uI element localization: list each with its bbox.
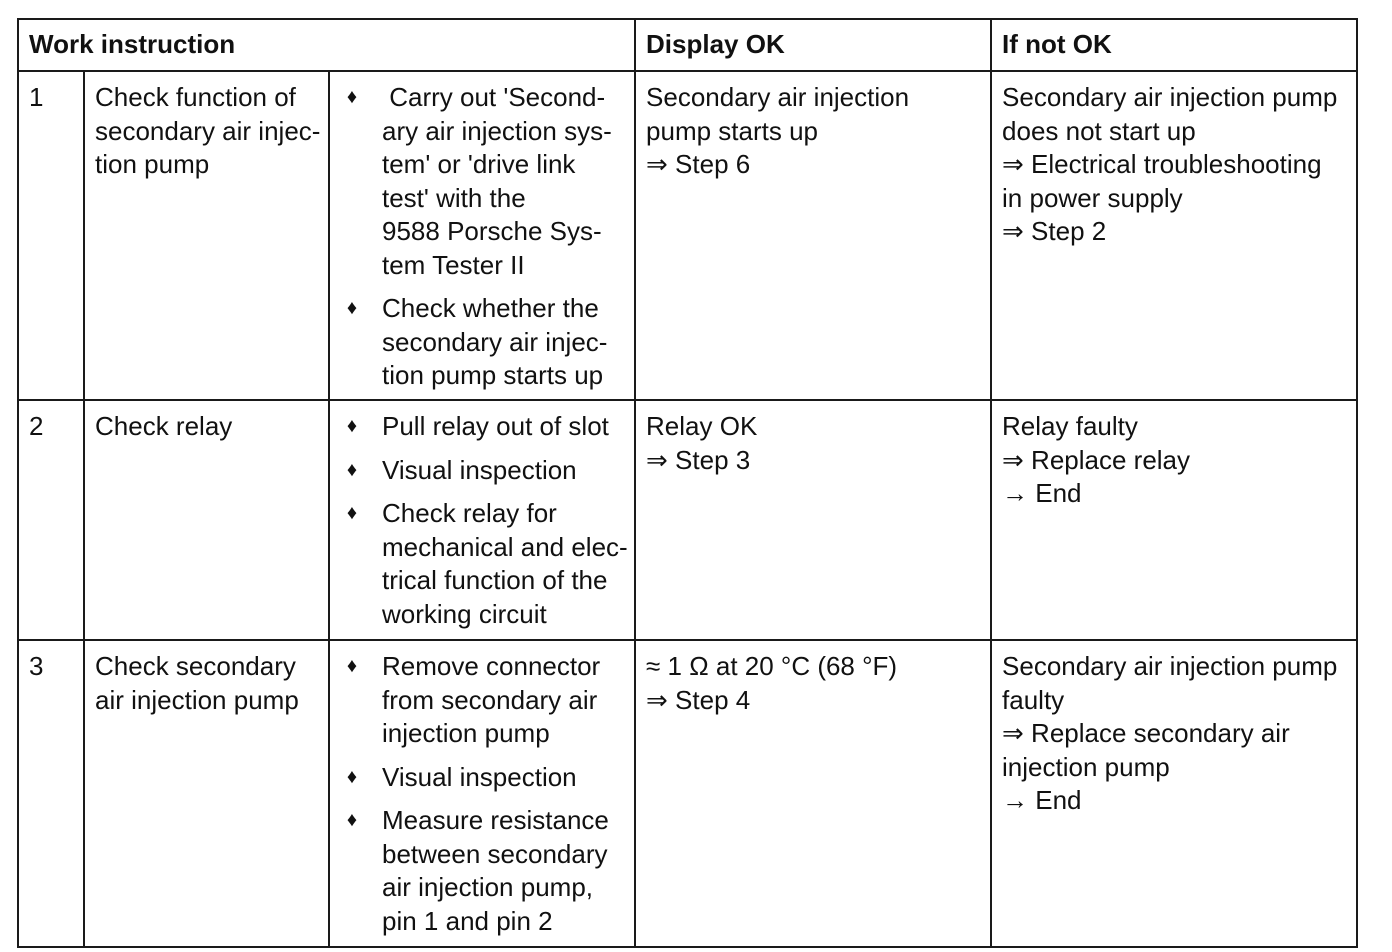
display-ok-text <box>646 401 984 477</box>
text-line: ⇒ Step 4 <box>646 684 751 715</box>
text-line: Check relay for <box>382 498 557 528</box>
list-item <box>340 804 628 938</box>
list-item <box>340 650 628 751</box>
step-details-list <box>340 401 628 631</box>
text-line: Check function of <box>95 82 296 112</box>
text-line: in power supply <box>1002 182 1183 213</box>
text-line: Relay OK <box>646 411 758 441</box>
text-line: tem Tester II <box>382 249 525 280</box>
list-item <box>340 410 628 444</box>
list-item <box>340 761 628 795</box>
text-line: between secondary <box>382 838 608 869</box>
step-number: 3 <box>29 651 44 681</box>
step-details-cell <box>329 71 635 400</box>
diamond-bullet-icon: ♦ <box>346 765 358 788</box>
header-work-instruction: Work instruction <box>18 19 635 71</box>
text-line: ⇒ Step 2 <box>1002 216 1107 246</box>
if-not-ok-text <box>1002 72 1350 249</box>
if-not-ok-cell <box>991 640 1357 947</box>
text-line: Pull relay out of slot <box>382 411 609 441</box>
display-ok-text <box>646 72 984 182</box>
text-line: injection pump <box>382 718 550 748</box>
text-line: tem' or 'drive link <box>382 149 576 179</box>
step-details-list <box>340 641 628 938</box>
text-line: 9588 Porsche Sys- <box>382 216 602 246</box>
table-header-row <box>18 19 1357 71</box>
text-line: ⇒ Electrical troubleshooting <box>1002 149 1322 179</box>
list-item <box>340 292 628 393</box>
step-number: 2 <box>29 411 44 441</box>
text-line: pump starts up <box>646 115 819 146</box>
work-instruction-table <box>17 18 1358 948</box>
text-line: from secondary air <box>382 684 598 715</box>
step-number: 1 <box>29 82 44 112</box>
step-number-cell <box>18 71 84 400</box>
text-line: Secondary air injection pump <box>1002 651 1338 681</box>
text-line: tion pump <box>95 149 210 179</box>
text-line: ≈ 1 Ω at 20 °C (68 °F) <box>646 651 898 681</box>
text-line: Check secondary <box>95 651 296 681</box>
diamond-bullet-icon: ♦ <box>346 297 358 319</box>
list-item <box>340 454 628 488</box>
text-line: Visual inspection <box>382 761 577 792</box>
text-line: Secondary air injection pump <box>1002 82 1338 112</box>
if-not-ok-cell <box>991 71 1357 400</box>
step-number-cell <box>18 400 84 640</box>
step-title-cell <box>84 71 329 400</box>
if-not-ok-text <box>1002 641 1350 818</box>
text-line: Secondary air injection <box>646 82 910 112</box>
step-details-list <box>340 72 628 393</box>
text-line: secondary air injec- <box>382 326 608 357</box>
text-line: → End <box>1002 478 1082 508</box>
step-title-cell <box>84 400 329 640</box>
header-display-ok: Display OK <box>635 19 991 71</box>
table-row <box>18 640 1357 947</box>
diamond-bullet-icon: ♦ <box>346 415 358 437</box>
text-line: Visual inspection <box>382 454 577 485</box>
diamond-bullet-icon: ♦ <box>346 655 358 677</box>
text-line: ⇒ Replace secondary air <box>1002 718 1290 748</box>
text-line: does not start up <box>1002 115 1196 146</box>
text-line: trical function of the <box>382 565 608 595</box>
if-not-ok-text <box>1002 401 1350 511</box>
header-if-not-ok: If not OK <box>991 19 1357 71</box>
text-line: Check relay <box>95 411 233 441</box>
text-line: Check whether the <box>382 293 599 323</box>
list-item <box>340 497 628 631</box>
text-line: → End <box>1002 785 1082 815</box>
text-line: air injection pump <box>95 684 299 715</box>
text-line: test' with the <box>382 182 526 213</box>
list-item <box>340 81 628 282</box>
text-line: Measure resistance <box>382 805 609 835</box>
diamond-bullet-icon: ♦ <box>346 809 358 831</box>
step-details-cell <box>329 400 635 640</box>
text-line: Remove connector <box>382 651 601 681</box>
if-not-ok-cell <box>991 400 1357 640</box>
text-line: ary air injection sys- <box>382 115 612 146</box>
text-line: air injection pump, <box>382 872 593 902</box>
text-line: pin 1 and pin 2 <box>382 905 553 936</box>
table-row <box>18 400 1357 640</box>
step-title <box>95 72 322 182</box>
step-title <box>95 641 322 717</box>
step-number-cell <box>18 640 84 947</box>
text-line: Carry out 'Second- <box>382 82 606 112</box>
table-body <box>18 71 1357 947</box>
step-title-cell <box>84 640 329 947</box>
display-ok-cell <box>635 400 991 640</box>
text-line: Relay faulty <box>1002 411 1138 441</box>
text-line: secondary air injec- <box>95 115 321 146</box>
diamond-bullet-icon: ♦ <box>346 502 358 524</box>
text-line: tion pump starts up <box>382 360 604 390</box>
display-ok-cell <box>635 640 991 947</box>
text-line: working circuit <box>382 598 547 629</box>
text-line: faulty <box>1002 684 1065 715</box>
table-row <box>18 71 1357 400</box>
step-details-cell <box>329 640 635 947</box>
text-line: ⇒ Step 6 <box>646 149 751 179</box>
text-line: ⇒ Step 3 <box>646 444 751 475</box>
diamond-bullet-icon: ♦ <box>346 458 358 481</box>
display-ok-text <box>646 641 984 717</box>
display-ok-cell <box>635 71 991 400</box>
text-line: injection pump <box>1002 751 1170 782</box>
step-title <box>95 401 322 444</box>
text-line: mechanical and elec- <box>382 531 628 562</box>
text-line: ⇒ Replace relay <box>1002 444 1191 475</box>
diamond-bullet-icon: ♦ <box>346 86 358 108</box>
